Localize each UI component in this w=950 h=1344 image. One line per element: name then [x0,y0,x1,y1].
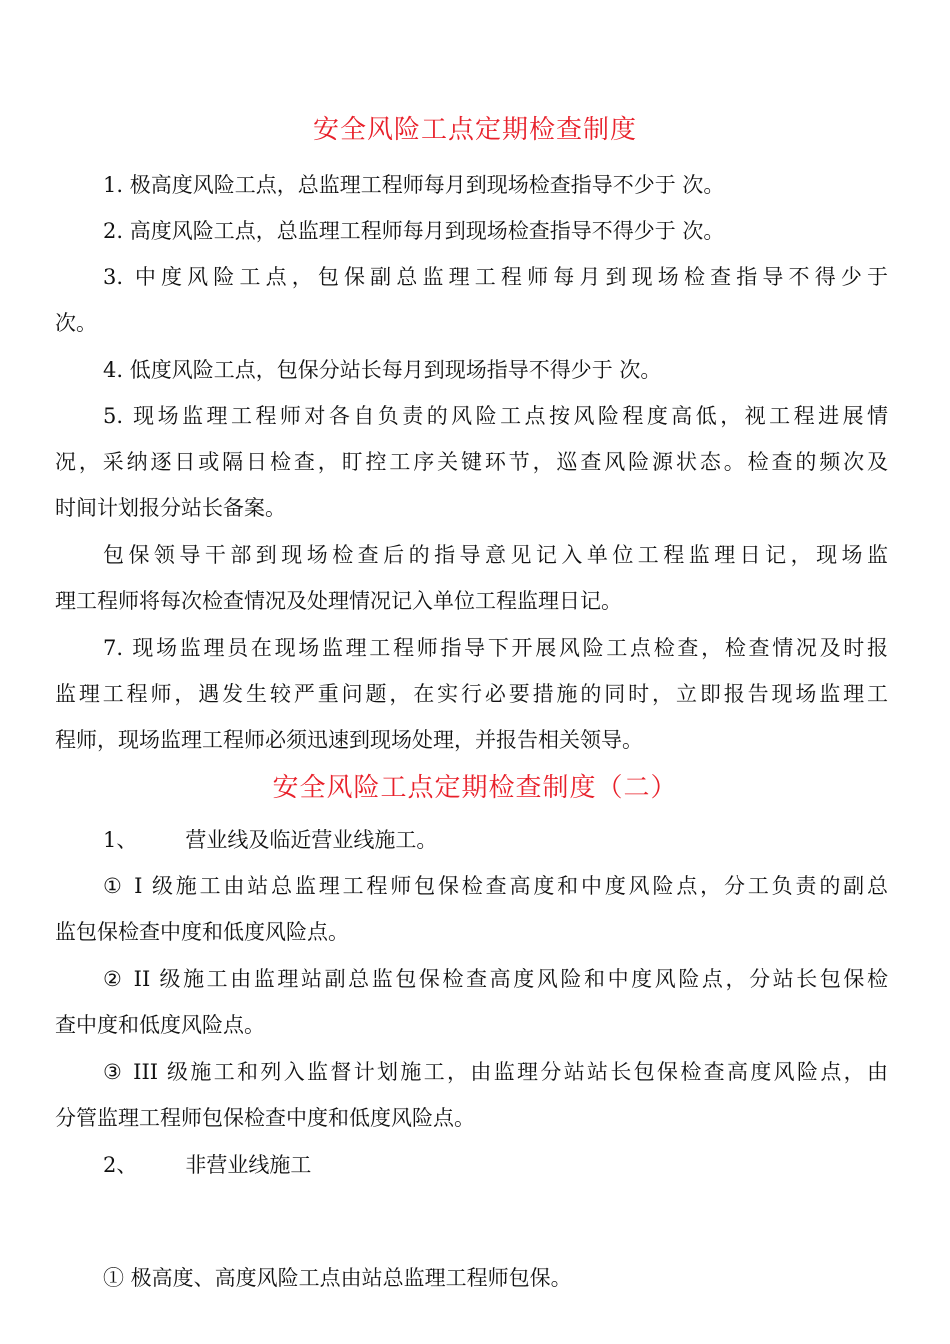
paragraph-3-line-1: 3. 中度风险工点，包保副总监理工程师每月到现场检查指导不得少于 [103,265,888,289]
section-2-heading [103,1150,888,1180]
item-2-1: ① 极高度、高度风险工点由站总监理工程师包保。 [103,1266,572,1290]
item-1-3-line-1: ③ III 级施工和列入监督计划施工，由监理分站站长包保检查高度风险点，由 [103,1060,888,1084]
item-1-1-line-1: ① I 级施工由站总监理工程师包保检查高度和中度风险点，分工负责的副总 [103,874,888,898]
paragraph-7-line-1: 7. 现场监理员在现场监理工程师指导下开展风险工点检查，检查情况及时报 [103,636,888,660]
paragraph-7-line-3: 程师，现场监理工程师必须迅速到现场处理，并报告相关领导。 [55,728,643,752]
section-2-number: 2、 [103,1153,138,1177]
paragraph-5-line-1: 5. 现场监理工程师对各自负责的风险工点按风险程度高低，视工程进展情 [103,404,888,428]
paragraph-3-line-2: 次。 [55,311,97,335]
paragraph-7-line-2: 监理工程师，遇发生较严重问题，在实行必要措施的同时，立即报告现场监理工 [55,682,888,706]
paragraph-2: 2. 高度风险工点，总监理工程师每月到现场检查指导不得少于 次。 [103,219,725,243]
section-1-text: 营业线及临近营业线施工。 [185,828,438,852]
section-title-2: 安全风险工点定期检查制度（二） [272,773,678,803]
paragraph-1: 1. 极高度风险工点，总监理工程师每月到现场检查指导不少于 次。 [103,173,725,197]
paragraph-6-line-2: 理工程师将每次检查情况及处理情况记入单位工程监理日记。 [55,589,622,613]
document-title: 安全风险工点定期检查制度 [312,115,637,145]
item-1-2-line-2: 查中度和低度风险点。 [55,1013,265,1037]
section-1-heading [103,825,888,855]
paragraph-5-line-3: 时间计划报分站长备案。 [55,496,286,520]
paragraph-6-line-1: 包保领导干部到现场检查后的指导意见记入单位工程监理日记，现场监 [103,543,888,567]
paragraph-4: 4. 低度风险工点，包保分站长每月到现场指导不得少于 次。 [103,358,662,382]
paragraph-5-line-2: 况，采纳逐日或隔日检查，盯控工序关键环节，巡查风险源状态。检查的频次及 [55,450,888,474]
item-1-3-line-2: 分管监理工程师包保检查中度和低度风险点。 [55,1106,475,1130]
section-2-text: 非营业线施工 [185,1153,312,1177]
section-1-number: 1、 [103,828,138,852]
item-1-2-line-1: ② II 级施工由监理站副总监包保检查高度风险和中度风险点，分站长包保检 [103,967,888,991]
item-1-1-line-2: 监包保检查中度和低度风险点。 [55,920,349,944]
